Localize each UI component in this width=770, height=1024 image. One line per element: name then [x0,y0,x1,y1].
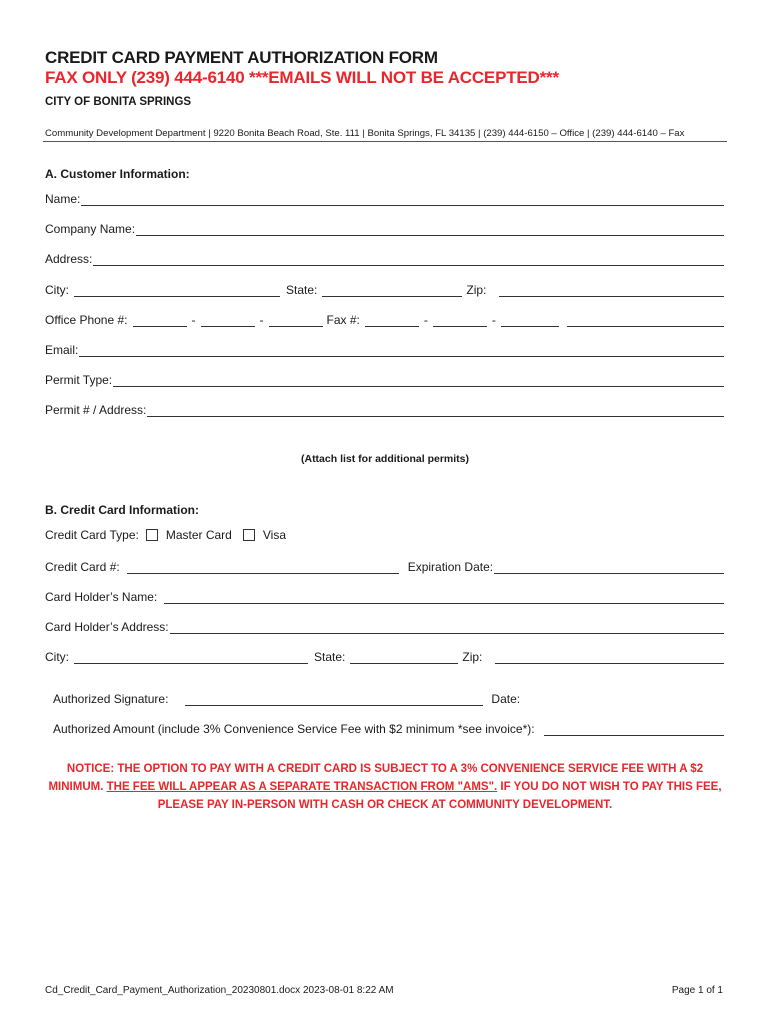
master-card-checkbox[interactable] [146,529,158,541]
phone-fax-row [45,311,724,327]
expiration-field[interactable] [494,561,724,574]
card-city-state-zip-row [45,648,724,664]
state-field[interactable] [322,284,462,297]
address-field[interactable] [93,253,724,266]
department-contact-line: Community Development Department | 9220 Bonita Beach Road, Ste. 111 | Bonita Springs, FL 34135 | (239) 444-6150 – Office | (239) 444-6140 – Fax [45,128,685,139]
permit-type-row [45,371,724,387]
convenience-fee-notice [40,760,730,814]
authorized-amount-field[interactable] [544,723,724,736]
name-row [45,190,724,206]
card-zip-field[interactable] [495,651,724,664]
form-title: CREDIT CARD PAYMENT AUTHORIZATION FORM [45,48,438,67]
phone-dash: - [259,313,264,327]
authorized-amount-label: Authorized Amount (include 3% Convenience Service Fee with $2 minimum *see invoice*): [53,722,535,736]
master-card-label: Master Card [165,528,232,542]
date-field[interactable] [521,694,724,706]
office-phone-line-field[interactable] [269,314,323,327]
holder-address-row [45,618,724,634]
card-type-row [45,527,724,543]
company-field[interactable] [136,223,724,236]
holder-name-label: Card Holder’s Name: [45,590,158,604]
fax-area-field[interactable] [365,314,419,327]
holder-name-row [45,588,724,604]
permit-address-field[interactable] [147,404,724,417]
card-type-label: Credit Card Type: [45,528,139,542]
permit-type-field[interactable] [113,374,724,387]
fax-prefix-field[interactable] [433,314,487,327]
permit-address-row [45,401,724,417]
card-number-row [45,558,724,574]
footer-filename: Cd_Credit_Card_Payment_Authorization_20230801.docx 2023-08-01 8:22 AM [45,985,394,996]
permit-address-label: Permit # / Address: [45,403,147,417]
card-city-label: City: [45,650,69,664]
office-phone-area-field[interactable] [133,314,187,327]
date-label: Date: [491,692,521,706]
signature-row [53,690,724,706]
fax-extra-field[interactable] [567,314,724,327]
authorized-amount-row [53,720,724,736]
state-label: State: [286,283,318,297]
office-phone-label: Office Phone #: [45,313,128,327]
holder-name-field[interactable] [164,591,724,604]
city-name: CITY OF BONITA SPRINGS [45,96,192,108]
holder-address-label: Card Holder’s Address: [45,620,169,634]
card-state-label: State: [314,650,346,664]
address-row [45,250,724,266]
notice-text-part1: NOTICE: THE OPTION TO PAY WITH A CREDIT CARD IS SUBJECT TO A 3% CONVENIENCE SERVICE FEE WITH A $2 MINIMUM. [48,763,704,793]
company-label: Company Name: [45,222,136,236]
notice-text-part2: IF YOU DO NOT WISH TO PAY THIS FEE, PLEASE PAY IN-PERSON WITH CASH OR CHECK AT COMMUNITY DEVELOPMENT. [157,781,722,811]
visa-label: Visa [262,528,286,542]
email-row [45,341,724,357]
fax-only-notice: FAX ONLY (239) 444-6140 ***EMAILS WILL NOT BE ACCEPTED*** [45,68,559,87]
card-number-label: Credit Card #: [45,560,120,574]
email-field[interactable] [79,344,724,357]
signature-label: Authorized Signature: [53,692,169,706]
zip-label: Zip: [466,283,487,297]
city-field[interactable] [74,284,280,297]
city-label: City: [45,283,69,297]
name-field[interactable] [81,193,724,206]
fax-label: Fax #: [326,313,360,327]
credit-card-info-heading: B. Credit Card Information: [45,503,200,517]
fax-dash: - [491,313,496,327]
fax-dash: - [423,313,428,327]
attach-permits-note: (Attach list for additional permits) [300,453,469,465]
office-phone-prefix-field[interactable] [201,314,255,327]
card-city-field[interactable] [74,651,308,664]
card-state-field[interactable] [350,651,458,664]
visa-checkbox[interactable] [243,529,255,541]
email-label: Email: [45,343,79,357]
company-row [45,220,724,236]
phone-dash: - [191,313,196,327]
city-state-zip-row [45,281,724,297]
header-divider [43,141,727,142]
notice-text-underlined: THE FEE WILL APPEAR AS A SEPARATE TRANSACTION FROM "AMS". [106,781,498,793]
zip-field[interactable] [499,284,724,297]
fax-line-field[interactable] [501,314,559,327]
signature-field[interactable] [185,693,483,706]
footer-page-number: Page 1 of 1 [671,985,723,996]
customer-info-heading: A. Customer Information: [45,167,190,181]
expiration-label: Expiration Date: [407,560,494,574]
name-label: Name: [45,192,81,206]
holder-address-field[interactable] [170,621,724,634]
card-zip-label: Zip: [462,650,483,664]
permit-type-label: Permit Type: [45,373,113,387]
card-number-field[interactable] [127,561,399,574]
address-label: Address: [45,252,93,266]
